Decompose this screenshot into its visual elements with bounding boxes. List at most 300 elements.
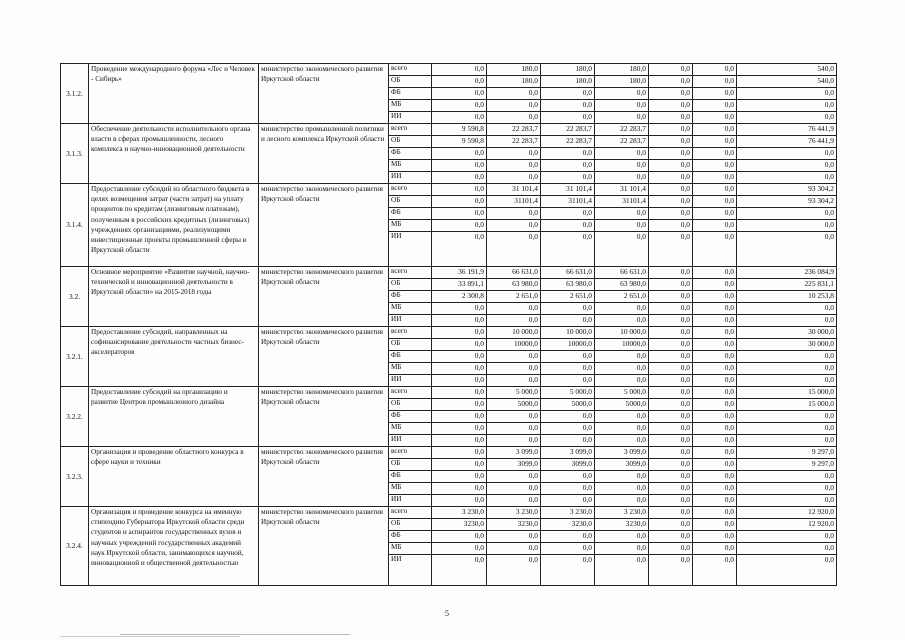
funding-value: 0,0 — [693, 220, 737, 232]
funding-source: ФБ — [389, 88, 432, 100]
item-description: Предоставление субсидий из областного бюджета в целях возмещения затрат (части затрат) на уплату процентов по кредитам (лизинговым платежам), полученным в российских кредитных (лизинговых) учреждениях организациями, реализующими инвестиционные проекты промышленной сферы в Иркутской области — [89, 184, 259, 267]
funding-value: 0,0 — [595, 411, 649, 423]
funding-value: 0,0 — [649, 471, 693, 483]
funding-value: 0,0 — [649, 208, 693, 220]
funding-value: 0,0 — [649, 76, 693, 88]
funding-value: 0,0 — [541, 112, 595, 124]
funding-value: 66 631,0 — [595, 267, 649, 279]
funding-value: 0,0 — [541, 531, 595, 543]
item-description: Организация и проведение конкурса на именную стипендию Губернатора Иркутской области среди студентов и аспирантов государственных вузов и научных учреждений государственных академий наук Иркутской области, занимающихся научной, инновационной и общественной деятельностью — [89, 507, 259, 586]
item-executor: министерство экономического развития Иркутской области — [259, 267, 389, 327]
funding-value: 0,0 — [693, 531, 737, 543]
funding-value: 0,0 — [595, 232, 649, 267]
funding-source: МБ — [389, 483, 432, 495]
funding-value: 0,0 — [432, 543, 487, 555]
funding-value: 0,0 — [541, 220, 595, 232]
funding-value: 0,0 — [595, 495, 649, 507]
funding-value: 0,0 — [649, 172, 693, 184]
funding-value: 0,0 — [737, 483, 837, 495]
funding-source: ФБ — [389, 471, 432, 483]
table-row — [61, 327, 837, 339]
funding-source: ОБ — [389, 76, 432, 88]
funding-value: 31 101,4 — [487, 184, 541, 196]
funding-value: 93 304,2 — [737, 196, 837, 208]
funding-value: 0,0 — [737, 351, 837, 363]
funding-value: 0,0 — [432, 112, 487, 124]
funding-value: 0,0 — [737, 88, 837, 100]
funding-value: 0,0 — [487, 88, 541, 100]
funding-value: 0,0 — [432, 88, 487, 100]
funding-source: всего — [389, 267, 432, 279]
funding-value: 3 230,0 — [541, 507, 595, 519]
funding-source: ФБ — [389, 531, 432, 543]
funding-value: 0,0 — [487, 495, 541, 507]
funding-value: 0,0 — [541, 435, 595, 447]
funding-source: ИИ — [389, 315, 432, 327]
funding-value: 0,0 — [487, 160, 541, 172]
funding-value: 9 297,0 — [737, 447, 837, 459]
funding-value: 0,0 — [541, 100, 595, 112]
funding-value: 30 000,0 — [737, 339, 837, 351]
funding-value: 0,0 — [693, 435, 737, 447]
funding-value: 0,0 — [693, 76, 737, 88]
funding-source: ОБ — [389, 136, 432, 148]
funding-value: 3099,0 — [595, 459, 649, 471]
funding-value: 10000,0 — [541, 339, 595, 351]
funding-value: 0,0 — [693, 399, 737, 411]
funding-value: 0,0 — [737, 208, 837, 220]
funding-value: 0,0 — [737, 531, 837, 543]
funding-value: 0,0 — [649, 423, 693, 435]
funding-value: 63 980,0 — [595, 279, 649, 291]
item-description: Предоставление субсидий на организацию и развитие Центров промышленного дизайна — [89, 387, 259, 447]
item-executor: министерство экономического развития Иркутской области — [259, 64, 389, 124]
funding-source: МБ — [389, 100, 432, 112]
funding-value: 0,0 — [737, 411, 837, 423]
funding-value: 0,0 — [649, 291, 693, 303]
funding-value: 93 304,2 — [737, 184, 837, 196]
funding-value: 0,0 — [432, 148, 487, 160]
funding-value: 0,0 — [432, 471, 487, 483]
funding-value: 0,0 — [595, 351, 649, 363]
funding-value: 0,0 — [649, 363, 693, 375]
funding-value: 5000,0 — [595, 399, 649, 411]
funding-value: 180,0 — [487, 64, 541, 76]
funding-value: 0,0 — [693, 459, 737, 471]
funding-value: 10 000,0 — [595, 327, 649, 339]
funding-value: 0,0 — [693, 519, 737, 531]
table-row — [61, 124, 837, 136]
item-executor: министерство экономического развития Иркутской области — [259, 387, 389, 447]
funding-value: 0,0 — [541, 172, 595, 184]
funding-value: 0,0 — [693, 196, 737, 208]
funding-value: 63 980,0 — [487, 279, 541, 291]
funding-value: 0,0 — [693, 483, 737, 495]
funding-value: 0,0 — [487, 172, 541, 184]
funding-value: 0,0 — [541, 160, 595, 172]
funding-value: 0,0 — [432, 76, 487, 88]
funding-value: 0,0 — [487, 208, 541, 220]
funding-value: 0,0 — [487, 220, 541, 232]
funding-value: 0,0 — [595, 375, 649, 387]
funding-source: ФБ — [389, 291, 432, 303]
item-description: Обеспечение деятельности исполнительного органа власти в сферах промышленности, лесного комплекса и научно-инновационной деятельности — [89, 124, 259, 184]
funding-value: 0,0 — [487, 411, 541, 423]
funding-value: 5 000,0 — [541, 387, 595, 399]
funding-value: 0,0 — [693, 208, 737, 220]
funding-value: 0,0 — [541, 363, 595, 375]
funding-value: 0,0 — [541, 303, 595, 315]
funding-value: 0,0 — [541, 471, 595, 483]
funding-value: 0,0 — [649, 519, 693, 531]
funding-value: 0,0 — [737, 423, 837, 435]
funding-value: 0,0 — [432, 100, 487, 112]
funding-value: 0,0 — [487, 303, 541, 315]
funding-value: 5 000,0 — [595, 387, 649, 399]
funding-value: 2 300,8 — [432, 291, 487, 303]
funding-value: 15 000,0 — [737, 399, 837, 411]
funding-value: 0,0 — [649, 327, 693, 339]
funding-value: 9 297,0 — [737, 459, 837, 471]
funding-value: 0,0 — [693, 267, 737, 279]
funding-source: ФБ — [389, 351, 432, 363]
funding-value: 0,0 — [595, 220, 649, 232]
page-number: 5 — [445, 609, 449, 618]
funding-source: всего — [389, 327, 432, 339]
funding-value: 0,0 — [649, 459, 693, 471]
funding-value: 0,0 — [487, 315, 541, 327]
funding-value: 0,0 — [693, 315, 737, 327]
funding-value: 0,0 — [541, 555, 595, 586]
funding-value: 31101,4 — [595, 196, 649, 208]
funding-value: 0,0 — [541, 483, 595, 495]
table-row — [61, 507, 837, 519]
funding-value: 3 230,0 — [487, 507, 541, 519]
funding-value: 0,0 — [737, 172, 837, 184]
funding-value: 0,0 — [649, 100, 693, 112]
funding-value: 10 000,0 — [541, 327, 595, 339]
funding-value: 31101,4 — [487, 196, 541, 208]
funding-value: 0,0 — [693, 184, 737, 196]
funding-value: 2 651,0 — [595, 291, 649, 303]
funding-value: 3099,0 — [487, 459, 541, 471]
funding-value: 0,0 — [541, 495, 595, 507]
funding-value: 0,0 — [432, 303, 487, 315]
funding-value: 22 283,7 — [487, 124, 541, 136]
funding-value: 0,0 — [693, 423, 737, 435]
funding-value: 0,0 — [432, 339, 487, 351]
funding-value: 0,0 — [432, 483, 487, 495]
funding-value: 0,0 — [432, 495, 487, 507]
funding-value: 0,0 — [595, 112, 649, 124]
funding-value: 0,0 — [649, 64, 693, 76]
funding-source: МБ — [389, 543, 432, 555]
funding-value: 0,0 — [693, 495, 737, 507]
funding-value: 0,0 — [541, 88, 595, 100]
funding-value: 0,0 — [432, 232, 487, 267]
funding-value: 3099,0 — [541, 459, 595, 471]
funding-source: МБ — [389, 423, 432, 435]
funding-source: всего — [389, 64, 432, 76]
item-executor: министерство экономического развития Иркутской области — [259, 507, 389, 586]
funding-value: 0,0 — [487, 435, 541, 447]
funding-value: 0,0 — [541, 232, 595, 267]
funding-value: 0,0 — [432, 172, 487, 184]
funding-value: 0,0 — [487, 351, 541, 363]
funding-source: ИИ — [389, 375, 432, 387]
funding-value: 22 283,7 — [595, 124, 649, 136]
funding-value: 0,0 — [541, 543, 595, 555]
funding-value: 0,0 — [693, 232, 737, 267]
funding-value: 22 283,7 — [541, 124, 595, 136]
funding-value: 0,0 — [649, 88, 693, 100]
funding-value: 0,0 — [649, 220, 693, 232]
funding-value: 0,0 — [595, 471, 649, 483]
funding-source: ОБ — [389, 279, 432, 291]
funding-value: 3230,0 — [487, 519, 541, 531]
funding-value: 0,0 — [649, 267, 693, 279]
funding-value: 76 441,9 — [737, 136, 837, 148]
funding-value: 9 590,8 — [432, 124, 487, 136]
funding-value: 0,0 — [649, 483, 693, 495]
funding-value: 0,0 — [432, 363, 487, 375]
funding-value: 0,0 — [487, 375, 541, 387]
table-row — [61, 267, 837, 279]
funding-value: 10 000,0 — [487, 327, 541, 339]
funding-value: 66 631,0 — [541, 267, 595, 279]
funding-value: 0,0 — [432, 555, 487, 586]
funding-value: 0,0 — [693, 387, 737, 399]
funding-value: 0,0 — [487, 232, 541, 267]
funding-value: 3230,0 — [432, 519, 487, 531]
funding-source: МБ — [389, 363, 432, 375]
funding-value: 0,0 — [649, 184, 693, 196]
funding-value: 0,0 — [432, 447, 487, 459]
funding-value: 0,0 — [649, 160, 693, 172]
funding-source: МБ — [389, 303, 432, 315]
funding-value: 5 000,0 — [487, 387, 541, 399]
funding-value: 31 101,4 — [541, 184, 595, 196]
funding-value: 3230,0 — [541, 519, 595, 531]
funding-value: 0,0 — [432, 423, 487, 435]
funding-value: 0,0 — [693, 447, 737, 459]
funding-value: 0,0 — [595, 100, 649, 112]
funding-value: 5000,0 — [541, 399, 595, 411]
item-number: 3.2.4. — [61, 507, 89, 586]
funding-value: 0,0 — [649, 411, 693, 423]
scan-artifact-line — [120, 634, 350, 635]
funding-value: 22 283,7 — [541, 136, 595, 148]
funding-value: 0,0 — [649, 507, 693, 519]
funding-value: 0,0 — [595, 363, 649, 375]
funding-value: 0,0 — [693, 88, 737, 100]
funding-source: ОБ — [389, 519, 432, 531]
funding-value: 0,0 — [487, 555, 541, 586]
funding-value: 0,0 — [649, 375, 693, 387]
funding-value: 0,0 — [487, 471, 541, 483]
funding-value: 0,0 — [432, 184, 487, 196]
item-executor: министерство экономического развития Иркутской области — [259, 184, 389, 267]
item-description: Основное мероприятие «Развитие научной, научно-технической и инновационной деятельности в Иркутской области» на 2015-2018 годы — [89, 267, 259, 327]
funding-value: 0,0 — [595, 172, 649, 184]
funding-value: 0,0 — [737, 303, 837, 315]
funding-source: ФБ — [389, 208, 432, 220]
funding-value: 0,0 — [693, 64, 737, 76]
funding-value: 180,0 — [541, 76, 595, 88]
funding-value: 0,0 — [541, 148, 595, 160]
funding-value: 540,0 — [737, 76, 837, 88]
funding-value: 3 099,0 — [487, 447, 541, 459]
table-row — [61, 184, 837, 196]
funding-value: 0,0 — [595, 208, 649, 220]
funding-value: 0,0 — [595, 555, 649, 586]
funding-value: 30 000,0 — [737, 327, 837, 339]
funding-value: 10 253,8 — [737, 291, 837, 303]
funding-value: 0,0 — [649, 387, 693, 399]
funding-value: 0,0 — [693, 351, 737, 363]
funding-value: 0,0 — [649, 196, 693, 208]
funding-value: 0,0 — [432, 351, 487, 363]
table-row — [61, 64, 837, 76]
funding-value: 15 000,0 — [737, 387, 837, 399]
funding-value: 0,0 — [595, 315, 649, 327]
funding-source: МБ — [389, 220, 432, 232]
funding-value: 0,0 — [693, 555, 737, 586]
funding-value: 0,0 — [737, 543, 837, 555]
funding-value: 3 099,0 — [595, 447, 649, 459]
funding-value: 180,0 — [595, 64, 649, 76]
funding-value: 0,0 — [649, 112, 693, 124]
funding-value: 66 631,0 — [487, 267, 541, 279]
funding-value: 0,0 — [432, 531, 487, 543]
funding-value: 0,0 — [595, 88, 649, 100]
funding-value: 12 920,0 — [737, 507, 837, 519]
funding-value: 0,0 — [541, 411, 595, 423]
item-executor: министерство экономического развития Иркутской области — [259, 447, 389, 507]
funding-value: 0,0 — [595, 148, 649, 160]
item-number: 3.2.1. — [61, 327, 89, 387]
funding-value: 5000,0 — [487, 399, 541, 411]
funding-value: 0,0 — [487, 423, 541, 435]
funding-value: 0,0 — [595, 483, 649, 495]
funding-value: 0,0 — [737, 220, 837, 232]
funding-value: 0,0 — [737, 100, 837, 112]
funding-value: 0,0 — [693, 148, 737, 160]
funding-value: 0,0 — [693, 100, 737, 112]
funding-value: 0,0 — [432, 160, 487, 172]
item-description: Организация и проведение областного конкурса в сфере науки и техники — [89, 447, 259, 507]
funding-value: 180,0 — [487, 76, 541, 88]
funding-value: 0,0 — [487, 112, 541, 124]
funding-value: 2 651,0 — [487, 291, 541, 303]
funding-value: 0,0 — [432, 399, 487, 411]
funding-value: 0,0 — [649, 303, 693, 315]
funding-value: 33 891,1 — [432, 279, 487, 291]
funding-value: 0,0 — [649, 351, 693, 363]
funding-value: 0,0 — [693, 136, 737, 148]
funding-value: 0,0 — [693, 471, 737, 483]
funding-value: 0,0 — [737, 555, 837, 586]
funding-value: 0,0 — [487, 148, 541, 160]
funding-source: всего — [389, 447, 432, 459]
funding-value: 0,0 — [737, 435, 837, 447]
funding-value: 31 101,4 — [595, 184, 649, 196]
funding-value: 0,0 — [693, 543, 737, 555]
table-row — [61, 447, 837, 459]
funding-value: 0,0 — [693, 112, 737, 124]
funding-table — [60, 63, 837, 586]
funding-value: 0,0 — [693, 339, 737, 351]
item-description: Предоставление субсидий, направленных на софинансирование деятельности частных бизнес-акселераторов — [89, 327, 259, 387]
funding-value: 0,0 — [649, 315, 693, 327]
funding-value: 0,0 — [693, 327, 737, 339]
funding-value: 10000,0 — [595, 339, 649, 351]
funding-value: 0,0 — [737, 148, 837, 160]
funding-value: 0,0 — [693, 291, 737, 303]
funding-value: 0,0 — [649, 399, 693, 411]
funding-value: 0,0 — [432, 327, 487, 339]
item-number: 3.1.3. — [61, 124, 89, 184]
funding-value: 0,0 — [595, 303, 649, 315]
funding-source: ИИ — [389, 232, 432, 267]
funding-source: всего — [389, 184, 432, 196]
funding-value: 0,0 — [649, 543, 693, 555]
funding-value: 12 920,0 — [737, 519, 837, 531]
funding-value: 0,0 — [432, 459, 487, 471]
funding-value: 0,0 — [649, 435, 693, 447]
funding-value: 0,0 — [595, 423, 649, 435]
funding-value: 0,0 — [737, 112, 837, 124]
funding-source: всего — [389, 124, 432, 136]
item-executor: министерство промышленной политики и лесного комплекса Иркутской области — [259, 124, 389, 184]
funding-value: 0,0 — [737, 160, 837, 172]
funding-value: 0,0 — [487, 363, 541, 375]
funding-source: ОБ — [389, 459, 432, 471]
funding-value: 0,0 — [432, 387, 487, 399]
funding-value: 36 191,9 — [432, 267, 487, 279]
funding-value: 0,0 — [541, 315, 595, 327]
funding-value: 0,0 — [541, 423, 595, 435]
funding-value: 0,0 — [595, 435, 649, 447]
funding-value: 0,0 — [649, 531, 693, 543]
funding-value: 0,0 — [541, 208, 595, 220]
funding-value: 0,0 — [432, 64, 487, 76]
funding-source: ФБ — [389, 411, 432, 423]
funding-value: 0,0 — [737, 232, 837, 267]
item-number: 3.2. — [61, 267, 89, 327]
table-row — [61, 387, 837, 399]
funding-value: 0,0 — [541, 375, 595, 387]
funding-value: 0,0 — [432, 208, 487, 220]
funding-value: 0,0 — [487, 543, 541, 555]
funding-value: 0,0 — [693, 303, 737, 315]
funding-source: ОБ — [389, 196, 432, 208]
funding-value: 0,0 — [737, 375, 837, 387]
funding-value: 0,0 — [487, 483, 541, 495]
funding-value: 0,0 — [595, 543, 649, 555]
funding-value: 10000,0 — [487, 339, 541, 351]
funding-value: 0,0 — [487, 100, 541, 112]
funding-source: всего — [389, 387, 432, 399]
funding-value: 0,0 — [595, 531, 649, 543]
funding-value: 0,0 — [595, 160, 649, 172]
item-number: 3.2.2. — [61, 387, 89, 447]
funding-value: 22 283,7 — [487, 136, 541, 148]
funding-value: 31101,4 — [541, 196, 595, 208]
funding-value: 76 441,9 — [737, 124, 837, 136]
funding-value: 0,0 — [649, 136, 693, 148]
funding-value: 9 590,8 — [432, 136, 487, 148]
